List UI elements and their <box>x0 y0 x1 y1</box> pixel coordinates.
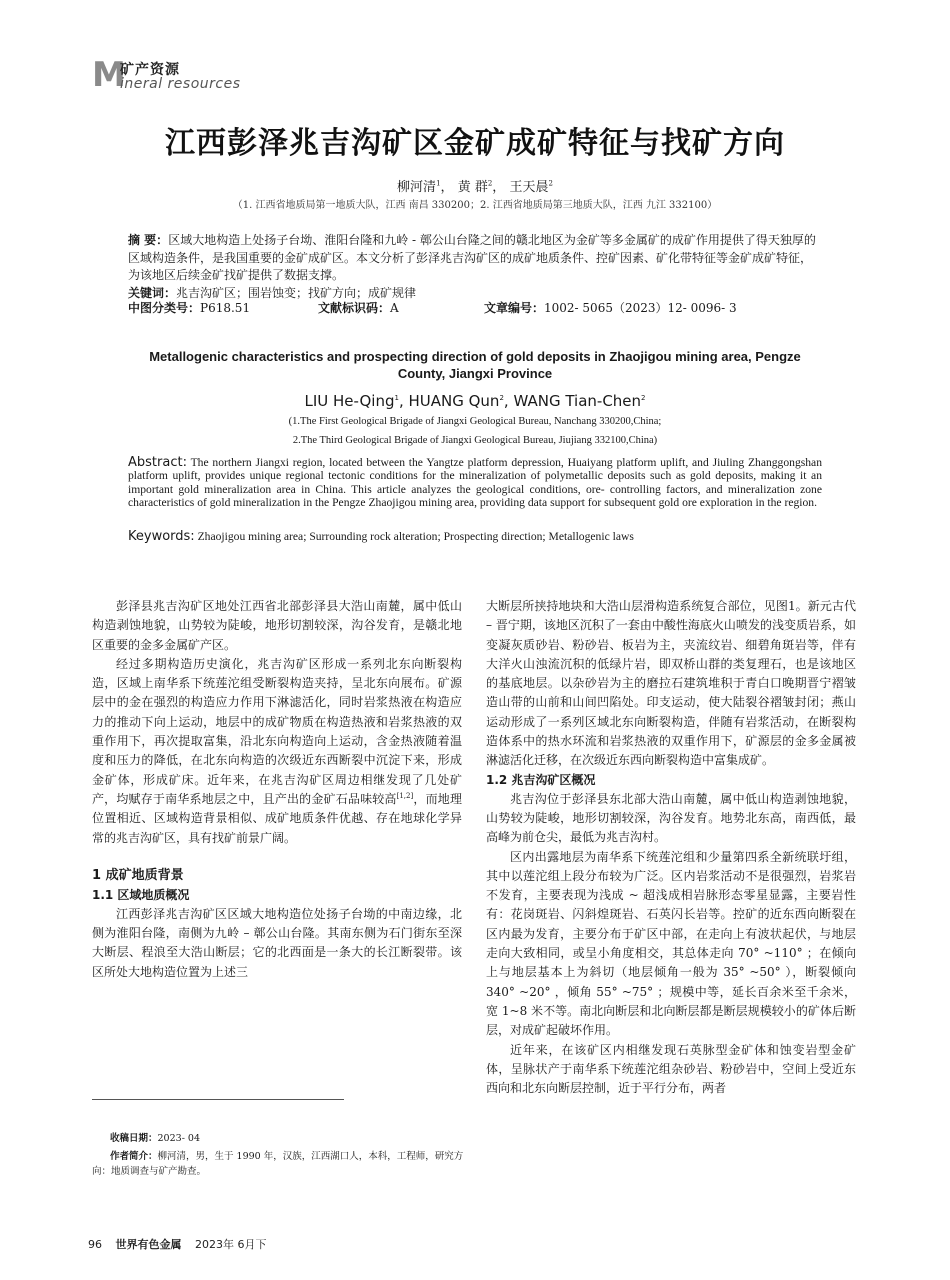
affiliation-en-1: (1.The First Geological Brigade of Jiangxi Geological Bureau, Nanchang 330200,China; <box>288 416 662 427</box>
keywords-cn-label: 关键词： <box>128 285 177 300</box>
author-affil-marker: 2 <box>641 394 646 402</box>
citation-marker: [1,2] <box>396 791 414 800</box>
author-separator: ， <box>492 180 506 195</box>
subsection-heading: 1.2 兆吉沟矿区概况 <box>486 772 596 787</box>
author-affil-marker: 1 <box>436 179 441 188</box>
subsection-heading: 1.1 区域地质概况 <box>92 887 190 902</box>
received-label: 收稿日期： <box>110 1133 158 1144</box>
body-column-left <box>92 597 462 982</box>
paragraph-text: ，而地理位置相近、区域构造背景相似、成矿地质条件优越、存在地球化学异常的兆吉沟矿区，具有找矿前景广阔。 <box>92 791 462 845</box>
author-affil-marker: 2 <box>487 179 493 188</box>
author-separator: , <box>503 392 514 410</box>
author-bio-label: 作者简介： <box>110 1151 158 1162</box>
body-paragraph <box>92 655 462 848</box>
authors-en <box>0 392 950 410</box>
keywords-cn-text: 兆吉沟矿区；围岩蚀变；找矿方向；成矿规律 <box>176 285 417 300</box>
abstract-cn-text: 区域大地构造上处扬子台坳、淮阳台隆和九岭 - 鄣公山台隆之间的赣北地区为金矿等多金属矿的成矿作用提供了得天独厚的区域构造条件，是我国重要的金矿成矿区。本文分析了彭泽兆吉沟矿区的成矿地质条件、控矿因素、矿化带特征等金矿成矿特征，为该地区后续金矿找矿提供了数据支撑。 <box>128 233 816 282</box>
body-paragraph: 近年来，在该矿区内相继发现石英脉型金矿体和蚀变岩型金矿体，呈脉状产于南华系下统莲沱组杂砂岩、粉砂岩中，空间上受近东西向和北东向断层控制，近于平行分布，两者 <box>486 1042 856 1096</box>
affiliations-cn: （1. 江西省地质局第一地质大队，江西 南昌 330200；2. 江西省地质局第三地质大队，江西 九江 332100） <box>232 200 718 211</box>
author-name: 王天晨 <box>509 180 549 195</box>
author-affil-marker: 2 <box>548 179 553 188</box>
author-separator: , <box>398 392 409 410</box>
article-number-label: 文章编号： <box>484 301 545 315</box>
author-bio <box>92 1149 466 1179</box>
footnote-divider <box>92 1099 344 1100</box>
author-name-en: WANG Tian-Chen <box>513 392 642 410</box>
journal-section-logo <box>92 56 292 96</box>
paper-title-cn: 江西彭泽兆吉沟矿区金矿成矿特征与找矿方向 <box>165 126 785 161</box>
keywords-en <box>128 530 822 544</box>
author-name: 黄 群 <box>457 180 488 195</box>
authors-cn <box>0 176 950 195</box>
author-name-en: HUANG Qun <box>408 392 500 410</box>
journal-issue: 2023年 6月下 <box>195 1238 267 1251</box>
journal-name: 世界有色金属 <box>115 1238 182 1251</box>
author-separator: ， <box>440 180 454 195</box>
abstract-en-text: The northern Jiangxi region, located between the Yangtze platform depression, Huaiyang platform uplift, and Jiuling Zhanggongshan platform uplift, provides unique regional tectonic conditions for the mineralization of polymetallic deposits such as gold deposits, making it an important gold mineralization area in China. This article analyzes the geological conditions, ore- controlling factors, and mineralization zone characteristics of gold mineralization in the Pengze Zhaojigou mining area, providing data support for subsequent gold ore exploration in the region. <box>128 456 823 510</box>
clc-number <box>128 300 250 316</box>
logo-en-text: ineral resources <box>120 76 241 92</box>
article-number-value: 1002- 5065（2023）12- 0096- 3 <box>544 301 737 315</box>
author-name-en: LIU He-Qing <box>304 392 395 410</box>
abstract-en <box>128 456 822 510</box>
page-number: 96 <box>88 1238 102 1251</box>
body-column-right <box>486 597 856 1098</box>
received-date <box>110 1131 466 1146</box>
section-heading: 1 成矿地质背景 <box>92 867 184 883</box>
keywords-en-label: Keywords: <box>128 529 195 544</box>
author-bio-text: 柳河清，男，生于 1990 年，汉族，江西湖口人，本科，工程师，研究方向：地质调查与矿产勘查。 <box>92 1151 464 1177</box>
author-affil-marker: 2 <box>499 394 504 402</box>
body-paragraph: 江西彭泽兆吉沟矿区区域大地构造位处扬子台坳的中南边缘，北侧为淮阳台隆，南侧为九岭 – 鄣公山台隆。其南东侧为石门街东至深大断层、程浪至大浩山断层；它的北西面是一条大的长江断裂带。该区所处大地构造位置为上述三 <box>92 906 462 979</box>
logo-cn-text: 矿产资源 <box>120 62 180 78</box>
logo-letter: M <box>92 55 126 95</box>
abstract-en-label: Abstract: <box>128 455 187 470</box>
clc-label: 中图分类号： <box>128 301 201 315</box>
paragraph-text: 经过多期构造历史演化，兆吉沟矿区形成一系列北东向断裂构造，区域上南华系下统莲沱组受断裂构造夹持，呈北东向展布。矿源层中的金在强烈的构造应力作用下淋滤活化，同时岩浆热液在构造应力的推动下向上运动，地层中的成矿物质在构造热液和岩浆热液的双重作用下，再次提取富集，沿北东向构造向上运动，含金热液随着温度和压力的降低，在北东向构造的次级近东西断裂中沉淀下来，形成金矿体，形成矿床。近年来，在兆吉沟矿区周边相继发现了几处矿产，均赋存于南华系地层之中，且产出的金矿石品味较高 <box>92 656 462 806</box>
body-paragraph: 区内出露地层为南华系下统莲沱组和少量第四系全新统联圩组，其中以莲沱组上段分布较为广泛。区内岩浆活动不是很强烈，岩浆岩不发育，主要表现为浅成 ~ 超浅成相岩脉形态零星显露，主要岩性有：花岗斑岩、闪斜煌斑岩、石英闪长岩等。控矿的近东西向断裂在区内最为发育，主要分布于矿区中部，在走向上有波状起伏，与地层走向大致相同，或呈小角度相交，其总体走向 70° ~110° ；在倾向上与地层基本上为斜切（地层倾角一般为 35° ~50° ），断裂倾向340° ~20° ，倾角 55° ~75° ；规模中等，延长百余米至千余米，宽 1~8 米不等。南北向断层和北向断层都是断层规模较小的矿体后断层，对成矿起破坏作用。 <box>486 849 856 1038</box>
clc-value: P618.51 <box>200 301 251 315</box>
article-number <box>484 300 737 316</box>
doc-code-label: 文献标识码： <box>318 301 391 315</box>
doc-code-value: A <box>390 301 399 315</box>
body-paragraph: 兆吉沟位于彭泽县东北部大浩山南麓，属中低山构造剥蚀地貌，山势较为陡峻，地形切割较深，沟谷发育。地势北东高，南西低，最高峰为前仓尖，最低为兆吉沟村。 <box>486 791 856 845</box>
page-footer <box>88 1236 277 1252</box>
author-name: 柳河清 <box>397 180 437 195</box>
affiliation-en-2: 2.The Third Geological Brigade of Jiangxi Geological Bureau, Jiujiang 332100,China) <box>292 435 658 446</box>
abstract-cn-label: 摘 要： <box>128 233 169 247</box>
body-paragraph: 彭泽县兆吉沟矿区地处江西省北部彭泽县大浩山南麓，属中低山构造剥蚀地貌，山势较为陡峻，地形切割较深，沟谷发育，是赣北地区重要的金多金属矿产区。 <box>92 599 462 652</box>
abstract-cn <box>128 232 822 302</box>
received-value: 2023- 04 <box>157 1133 201 1144</box>
document-code <box>318 300 399 316</box>
body-paragraph: 大断层所挟持地块和大浩山层滑构造系统复合部位，见图1。新元古代 – 晋宁期，该地区沉积了一套由中酸性海底火山喷发的浅变质岩系，如变凝灰质砂岩、粉砂岩、板岩为主，夹流纹岩、细碧角斑岩等，伴有大洋火山浊流沉积的低绿片岩，即双桥山群的类复理石，也是该地区的基底地层。以杂砂岩为主的磨拉石建筑堆积于青白口晚期晋宁褶皱造山带的山前和山间凹陷处。印支运动，使大陆裂谷褶皱封闭；燕山运动形成了一系列区域北东向断裂构造，伴随有岩浆活动，在断裂构造体系中的热水环流和岩浆热液的双重作用下，矿源层的金多金属被淋滤活化迁移，在次级近东西向断裂构造中富集成矿。 <box>486 599 856 768</box>
author-affil-marker: 1 <box>394 394 399 402</box>
paper-title-en: Metallogenic characteristics and prospecting direction of gold deposits in Zhaojigou mining area, Pengze County, Jiangxi Province <box>149 349 801 381</box>
keywords-en-text: Zhaojigou mining area; Surrounding rock alteration; Prospecting direction; Metallogenic laws <box>197 530 634 543</box>
